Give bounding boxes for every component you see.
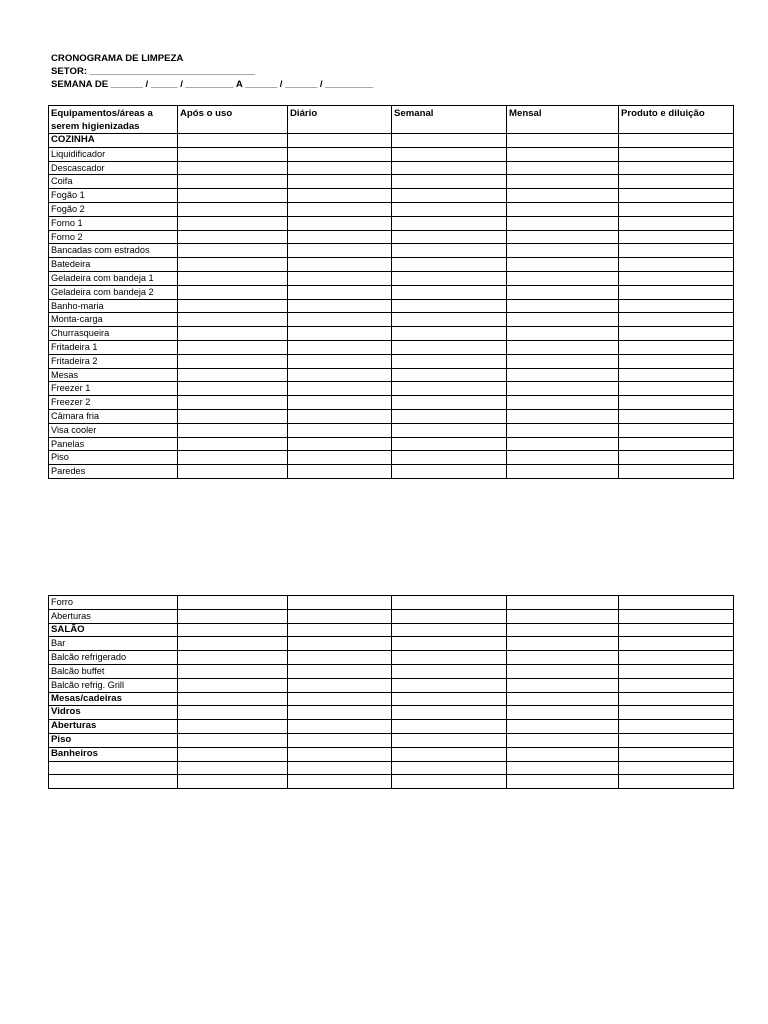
schedule-cell[interactable] [288, 775, 392, 789]
schedule-cell[interactable] [288, 678, 392, 692]
row-label: Paredes [49, 465, 178, 479]
table-row [49, 230, 734, 244]
schedule-cell[interactable] [392, 382, 507, 396]
schedule-cell[interactable] [392, 596, 507, 610]
row-label: Descascador [49, 161, 178, 175]
schedule-cell[interactable] [507, 258, 619, 272]
schedule-cell[interactable] [288, 651, 392, 665]
schedule-cell[interactable] [288, 202, 392, 216]
schedule-cell[interactable] [392, 327, 507, 341]
schedule-cell[interactable] [392, 189, 507, 203]
schedule-cell[interactable] [178, 409, 288, 423]
schedule-cell[interactable] [392, 161, 507, 175]
table-row [49, 189, 734, 203]
schedule-cell[interactable] [507, 747, 619, 761]
table-row [49, 244, 734, 258]
schedule-cell[interactable] [619, 651, 734, 665]
row-label: Freezer 2 [49, 396, 178, 410]
schedule-cell[interactable] [178, 664, 288, 678]
table-row [49, 354, 734, 368]
schedule-cell[interactable] [178, 465, 288, 479]
schedule-cell[interactable] [392, 340, 507, 354]
schedule-cell[interactable] [178, 189, 288, 203]
schedule-cell[interactable] [392, 202, 507, 216]
schedule-cell[interactable] [507, 354, 619, 368]
schedule-cell[interactable] [392, 720, 507, 734]
schedule-cell[interactable] [288, 161, 392, 175]
schedule-cell[interactable] [619, 409, 734, 423]
schedule-cell[interactable] [507, 340, 619, 354]
table-row [49, 327, 734, 341]
schedule-cell[interactable] [619, 230, 734, 244]
row-label: Geladeira com bandeja 1 [49, 271, 178, 285]
schedule-cell[interactable] [619, 340, 734, 354]
schedule-cell[interactable] [288, 230, 392, 244]
schedule-cell[interactable] [288, 244, 392, 258]
row-label: Fritadeira 1 [49, 340, 178, 354]
table-row [49, 134, 734, 148]
schedule-cell[interactable] [392, 396, 507, 410]
table-row [49, 299, 734, 313]
schedule-cell[interactable] [392, 437, 507, 451]
table-row [49, 382, 734, 396]
schedule-cell[interactable] [178, 733, 288, 747]
schedule-cell[interactable] [619, 747, 734, 761]
schedule-cell[interactable] [619, 761, 734, 775]
schedule-cell[interactable] [178, 327, 288, 341]
table2-body [49, 596, 734, 789]
schedule-cell[interactable] [619, 775, 734, 789]
row-label: Piso [49, 451, 178, 465]
table-row [49, 623, 734, 637]
schedule-cell[interactable] [507, 596, 619, 610]
schedule-cell[interactable] [288, 396, 392, 410]
schedule-cell[interactable] [507, 134, 619, 148]
table-row [49, 761, 734, 775]
table-row [49, 285, 734, 299]
row-label: Piso [49, 733, 178, 747]
row-label: Balcão refrigerado [49, 651, 178, 665]
schedule-cell[interactable] [288, 216, 392, 230]
schedule-cell[interactable] [507, 327, 619, 341]
row-label: Forro [49, 596, 178, 610]
schedule-cell[interactable] [288, 189, 392, 203]
row-label: Bancadas com estrados [49, 244, 178, 258]
schedule-cell[interactable] [392, 216, 507, 230]
table-row [49, 651, 734, 665]
schedule-cell[interactable] [178, 382, 288, 396]
row-label: Banho-maria [49, 299, 178, 313]
row-label: Balcão refrig. Grill [49, 678, 178, 692]
schedule-cell[interactable] [392, 423, 507, 437]
schedule-cell[interactable] [619, 244, 734, 258]
schedule-cell[interactable] [288, 285, 392, 299]
row-label: Balcão buffet [49, 664, 178, 678]
row-label: SALÃO [49, 623, 178, 637]
table-row [49, 692, 734, 706]
schedule-cell[interactable] [178, 678, 288, 692]
schedule-cell[interactable] [178, 637, 288, 651]
schedule-cell[interactable] [619, 175, 734, 189]
table-row [49, 451, 734, 465]
row-label: COZINHA [49, 134, 178, 148]
table-row [49, 637, 734, 651]
schedule-cell[interactable] [507, 637, 619, 651]
schedule-cell[interactable] [507, 368, 619, 382]
row-label: Forno 1 [49, 216, 178, 230]
table-row [49, 437, 734, 451]
table-row [49, 175, 734, 189]
row-label: Visa cooler [49, 423, 178, 437]
schedule-cell[interactable] [178, 396, 288, 410]
schedule-cell[interactable] [619, 327, 734, 341]
header-equipment: Equipamentos/áreas a serem higienizadas [49, 106, 178, 134]
schedule-cell[interactable] [178, 134, 288, 148]
schedule-cell[interactable] [619, 637, 734, 651]
schedule-cell[interactable] [507, 664, 619, 678]
schedule-cell[interactable] [178, 747, 288, 761]
document-title: CRONOGRAMA DE LIMPEZA [51, 53, 184, 64]
schedule-cell[interactable] [288, 423, 392, 437]
row-label: Mesas [49, 368, 178, 382]
table-row [49, 368, 734, 382]
header-weekly: Semanal [392, 106, 507, 134]
row-label: Câmara fria [49, 409, 178, 423]
schedule-cell[interactable] [178, 596, 288, 610]
table-row [49, 747, 734, 761]
schedule-cell[interactable] [392, 775, 507, 789]
schedule-cell[interactable] [392, 271, 507, 285]
row-label: Fritadeira 2 [49, 354, 178, 368]
schedule-cell[interactable] [619, 134, 734, 148]
schedule-cell[interactable] [178, 609, 288, 623]
schedule-cell[interactable] [392, 299, 507, 313]
table-row [49, 596, 734, 610]
schedule-cell[interactable] [619, 465, 734, 479]
schedule-cell[interactable] [392, 747, 507, 761]
schedule-cell[interactable] [288, 761, 392, 775]
schedule-cell[interactable] [507, 313, 619, 327]
schedule-cell[interactable] [507, 423, 619, 437]
schedule-cell[interactable] [507, 761, 619, 775]
table-row [49, 147, 734, 161]
schedule-cell[interactable] [178, 244, 288, 258]
table-row [49, 733, 734, 747]
schedule-cell[interactable] [288, 706, 392, 720]
table-row [49, 609, 734, 623]
schedule-cell[interactable] [619, 368, 734, 382]
row-label [49, 775, 178, 789]
schedule-cell[interactable] [288, 134, 392, 148]
schedule-cell[interactable] [288, 299, 392, 313]
header-daily: Diário [288, 106, 392, 134]
schedule-cell[interactable] [507, 161, 619, 175]
table-row [49, 775, 734, 789]
schedule-cell[interactable] [178, 340, 288, 354]
schedule-cell[interactable] [392, 147, 507, 161]
schedule-cell[interactable] [178, 423, 288, 437]
schedule-cell[interactable] [288, 692, 392, 706]
schedule-cell[interactable] [619, 271, 734, 285]
schedule-cell[interactable] [392, 451, 507, 465]
schedule-cell[interactable] [178, 161, 288, 175]
schedule-cell[interactable] [507, 202, 619, 216]
table-row [49, 706, 734, 720]
schedule-cell[interactable] [288, 313, 392, 327]
schedule-cell[interactable] [288, 327, 392, 341]
schedule-cell[interactable] [392, 733, 507, 747]
schedule-cell[interactable] [619, 437, 734, 451]
schedule-cell[interactable] [178, 216, 288, 230]
table-row [49, 396, 734, 410]
schedule-cell[interactable] [619, 258, 734, 272]
schedule-cell[interactable] [288, 637, 392, 651]
schedule-cell[interactable] [392, 313, 507, 327]
schedule-cell[interactable] [507, 451, 619, 465]
schedule-cell[interactable] [392, 465, 507, 479]
schedule-cell[interactable] [507, 230, 619, 244]
schedule-cell[interactable] [619, 189, 734, 203]
table-row [49, 423, 734, 437]
schedule-cell[interactable] [288, 382, 392, 396]
schedule-cell[interactable] [507, 216, 619, 230]
schedule-cell[interactable] [178, 285, 288, 299]
schedule-cell[interactable] [178, 651, 288, 665]
table-row [49, 340, 734, 354]
schedule-cell[interactable] [507, 396, 619, 410]
schedule-cell[interactable] [178, 368, 288, 382]
schedule-cell[interactable] [392, 609, 507, 623]
table-header-row [49, 106, 734, 134]
document-header [51, 52, 373, 91]
schedule-cell[interactable] [619, 382, 734, 396]
schedule-cell[interactable] [288, 465, 392, 479]
schedule-cell[interactable] [507, 733, 619, 747]
schedule-cell[interactable] [178, 313, 288, 327]
schedule-cell[interactable] [619, 664, 734, 678]
schedule-cell[interactable] [619, 147, 734, 161]
table-row [49, 313, 734, 327]
schedule-cell[interactable] [288, 354, 392, 368]
schedule-cell[interactable] [178, 451, 288, 465]
schedule-cell[interactable] [507, 189, 619, 203]
schedule-cell[interactable] [619, 216, 734, 230]
schedule-cell[interactable] [507, 609, 619, 623]
schedule-cell[interactable] [288, 664, 392, 678]
schedule-cell[interactable] [619, 423, 734, 437]
schedule-cell[interactable] [619, 396, 734, 410]
schedule-cell[interactable] [288, 609, 392, 623]
row-label: Vidros [49, 706, 178, 720]
table-row [49, 161, 734, 175]
table-row [49, 202, 734, 216]
schedule-cell[interactable] [178, 258, 288, 272]
schedule-cell[interactable] [288, 175, 392, 189]
table-row [49, 409, 734, 423]
schedule-cell[interactable] [392, 354, 507, 368]
table-row [49, 720, 734, 734]
row-label: Churrasqueira [49, 327, 178, 341]
header-after-use: Após o uso [178, 106, 288, 134]
schedule-cell[interactable] [619, 202, 734, 216]
schedule-cell[interactable] [178, 230, 288, 244]
cleaning-schedule-table-continued [48, 595, 734, 789]
schedule-cell[interactable] [619, 451, 734, 465]
row-label: Forno 2 [49, 230, 178, 244]
schedule-cell[interactable] [507, 692, 619, 706]
schedule-cell[interactable] [178, 761, 288, 775]
schedule-cell[interactable] [619, 596, 734, 610]
row-label: Panelas [49, 437, 178, 451]
schedule-cell[interactable] [178, 202, 288, 216]
schedule-cell[interactable] [507, 775, 619, 789]
schedule-cell[interactable] [392, 285, 507, 299]
schedule-cell[interactable] [392, 134, 507, 148]
schedule-cell[interactable] [619, 706, 734, 720]
schedule-cell[interactable] [178, 720, 288, 734]
row-label: Geladeira com bandeja 2 [49, 285, 178, 299]
schedule-cell[interactable] [392, 651, 507, 665]
schedule-cell[interactable] [178, 175, 288, 189]
row-label: Freezer 1 [49, 382, 178, 396]
schedule-cell[interactable] [288, 271, 392, 285]
row-label: Batedeira [49, 258, 178, 272]
row-label: Banheiros [49, 747, 178, 761]
schedule-cell[interactable] [619, 720, 734, 734]
schedule-cell[interactable] [507, 147, 619, 161]
schedule-cell[interactable] [288, 720, 392, 734]
header-product-dilution: Produto e diluição [619, 106, 734, 134]
schedule-cell[interactable] [619, 299, 734, 313]
schedule-cell[interactable] [392, 175, 507, 189]
schedule-cell[interactable] [178, 271, 288, 285]
schedule-cell[interactable] [178, 623, 288, 637]
table1-body [49, 134, 734, 479]
schedule-cell[interactable] [178, 692, 288, 706]
schedule-cell[interactable] [619, 678, 734, 692]
schedule-cell[interactable] [178, 147, 288, 161]
schedule-cell[interactable] [619, 313, 734, 327]
row-label: Monta-carga [49, 313, 178, 327]
schedule-cell[interactable] [507, 271, 619, 285]
schedule-cell[interactable] [288, 451, 392, 465]
row-label: Aberturas [49, 720, 178, 734]
row-label: Mesas/cadeiras [49, 692, 178, 706]
cleaning-schedule-table [48, 105, 734, 479]
row-label: Fogão 1 [49, 189, 178, 203]
schedule-cell[interactable] [288, 409, 392, 423]
schedule-cell[interactable] [619, 623, 734, 637]
schedule-cell[interactable] [392, 637, 507, 651]
schedule-cell[interactable] [288, 437, 392, 451]
schedule-cell[interactable] [507, 409, 619, 423]
schedule-cell[interactable] [178, 437, 288, 451]
schedule-cell[interactable] [619, 354, 734, 368]
schedule-cell[interactable] [392, 258, 507, 272]
schedule-cell[interactable] [507, 437, 619, 451]
schedule-cell[interactable] [507, 244, 619, 258]
schedule-cell[interactable] [507, 285, 619, 299]
schedule-cell[interactable] [507, 175, 619, 189]
schedule-cell[interactable] [507, 651, 619, 665]
semana-field[interactable]: SEMANA DE ______ / _____ / _________ A ______ / ______ / _________ [51, 79, 374, 90]
schedule-cell[interactable] [507, 678, 619, 692]
schedule-cell[interactable] [507, 382, 619, 396]
schedule-cell[interactable] [619, 161, 734, 175]
schedule-cell[interactable] [392, 706, 507, 720]
schedule-cell[interactable] [288, 596, 392, 610]
schedule-cell[interactable] [507, 465, 619, 479]
schedule-cell[interactable] [507, 720, 619, 734]
row-label: Coifa [49, 175, 178, 189]
schedule-cell[interactable] [619, 733, 734, 747]
schedule-cell[interactable] [392, 230, 507, 244]
row-label: Aberturas [49, 609, 178, 623]
schedule-cell[interactable] [178, 299, 288, 313]
schedule-cell[interactable] [619, 692, 734, 706]
schedule-cell[interactable] [507, 299, 619, 313]
schedule-cell[interactable] [288, 623, 392, 637]
schedule-cell[interactable] [178, 706, 288, 720]
setor-field[interactable]: SETOR: _______________________________ [51, 66, 256, 77]
schedule-cell[interactable] [288, 340, 392, 354]
table-row [49, 271, 734, 285]
row-label [49, 761, 178, 775]
schedule-cell[interactable] [392, 368, 507, 382]
schedule-cell[interactable] [392, 244, 507, 258]
schedule-cell[interactable] [392, 664, 507, 678]
schedule-cell[interactable] [288, 747, 392, 761]
table-row [49, 678, 734, 692]
schedule-cell[interactable] [392, 678, 507, 692]
schedule-cell[interactable] [392, 692, 507, 706]
table-row [49, 465, 734, 479]
row-label: Liquidificador [49, 147, 178, 161]
schedule-cell[interactable] [288, 258, 392, 272]
schedule-cell[interactable] [507, 623, 619, 637]
schedule-cell[interactable] [178, 354, 288, 368]
table-row [49, 258, 734, 272]
schedule-cell[interactable] [178, 775, 288, 789]
row-label: Fogão 2 [49, 202, 178, 216]
schedule-cell[interactable] [392, 409, 507, 423]
schedule-cell[interactable] [392, 623, 507, 637]
schedule-cell[interactable] [619, 609, 734, 623]
schedule-cell[interactable] [507, 706, 619, 720]
table-row [49, 216, 734, 230]
schedule-cell[interactable] [288, 147, 392, 161]
schedule-cell[interactable] [392, 761, 507, 775]
header-monthly: Mensal [507, 106, 619, 134]
row-label: Bar [49, 637, 178, 651]
schedule-cell[interactable] [288, 368, 392, 382]
schedule-cell[interactable] [619, 285, 734, 299]
table-row [49, 664, 734, 678]
schedule-cell[interactable] [288, 733, 392, 747]
